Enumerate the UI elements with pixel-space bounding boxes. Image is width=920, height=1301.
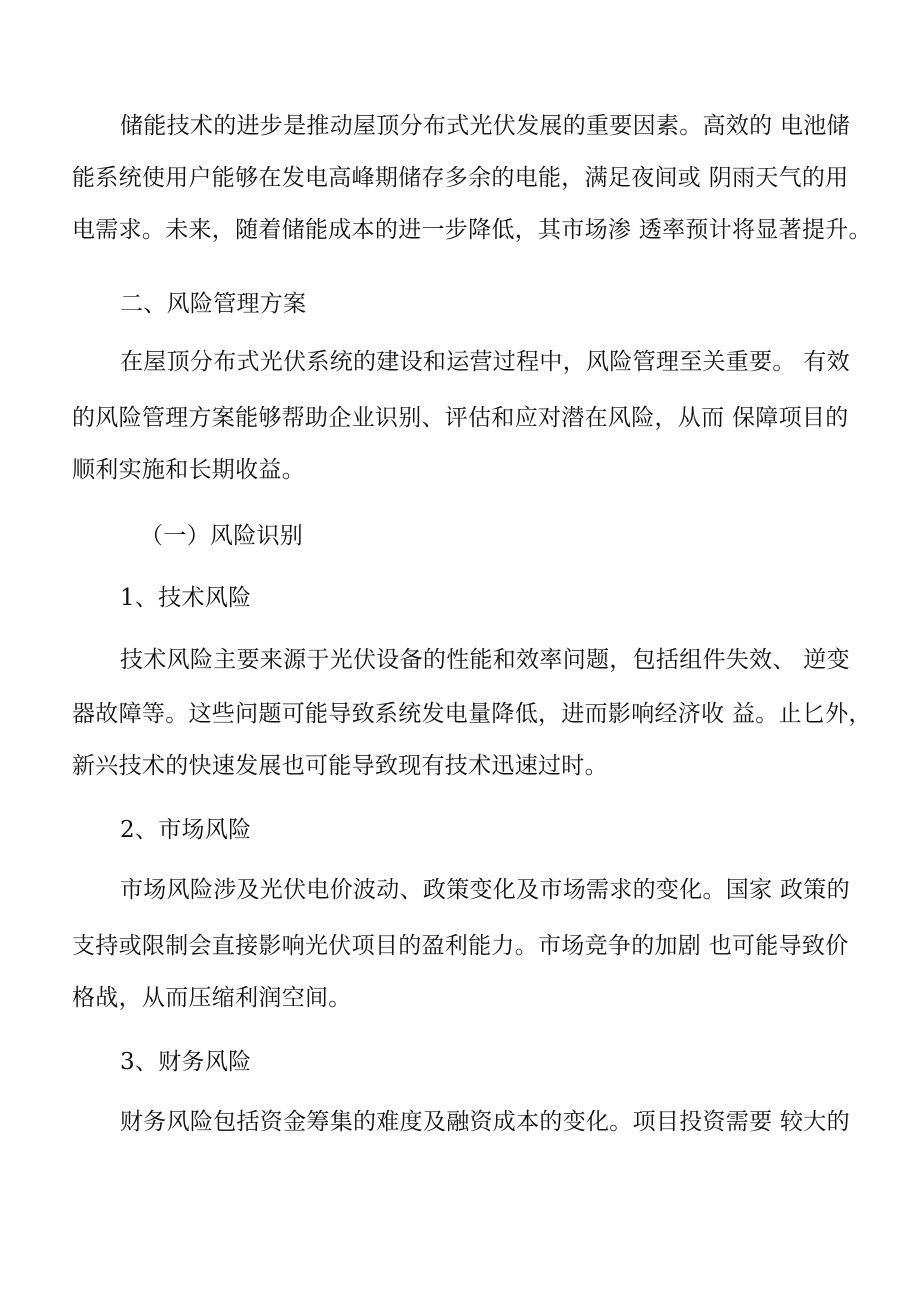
paragraph-technical-risk-line-2: 器故障等。这些问题可能导致系统发电量降低，进而影响经济收 益。止匕外， <box>72 701 872 727</box>
paragraph-technical-risk-line-3: 新兴技术的快速发展也可能导致现有技术迅速过时。 <box>72 753 608 779</box>
paragraph-risk-intro-line-1: 在屋顶分布式光伏系统的建设和运营过程中，风险管理至关重要。 有效 <box>120 349 850 375</box>
paragraph-financial-risk-line-1: 财务风险包括资金筹集的难度及融资成本的变化。项目投资需要 较大的 <box>120 1109 850 1135</box>
item-heading-financial-risk: 3、财务风险 <box>120 1049 252 1075</box>
paragraph-market-risk-line-1: 市场风险涉及光伏电价波动、政策变化及市场需求的变化。国家 政策的 <box>120 877 850 903</box>
paragraph-energy-storage-line-2: 能系统使用户能够在发电高峰期储存多余的电能，满足夜间或 阴雨天气的用 <box>72 165 849 191</box>
paragraph-energy-storage-line-3: 电需求。未来，随着储能成本的进一步降低，其市场渗 透率预计将显著提升。 <box>72 217 872 243</box>
paragraph-risk-intro-line-3: 顺利实施和长期收益。 <box>72 457 305 483</box>
paragraph-technical-risk-line-1: 技术风险主要来源于光伏设备的性能和效率问题，包括组件失效、 逆变 <box>120 647 850 673</box>
subsection-heading-risk-identification: （一）风险识别 <box>140 523 304 549</box>
item-heading-market-risk: 2、市场风险 <box>120 817 252 843</box>
paragraph-risk-intro-line-2: 的风险管理方案能够帮助企业识别、评估和应对潜在风险，从而 保障项目的 <box>72 405 849 431</box>
paragraph-energy-storage-line-1: 储能技术的进步是推动屋顶分布式光伏发展的重要因素。高效的 电池储 <box>120 113 850 139</box>
section-heading-risk-management: 二、风险管理方案 <box>120 291 307 317</box>
paragraph-market-risk-line-3: 格战，从而压缩利润空间。 <box>72 985 352 1011</box>
paragraph-market-risk-line-2: 支持或限制会直接影响光伏项目的盈利能力。市场竞争的加剧 也可能导致价 <box>72 933 849 959</box>
item-heading-technical-risk: 1、技术风险 <box>120 585 252 611</box>
